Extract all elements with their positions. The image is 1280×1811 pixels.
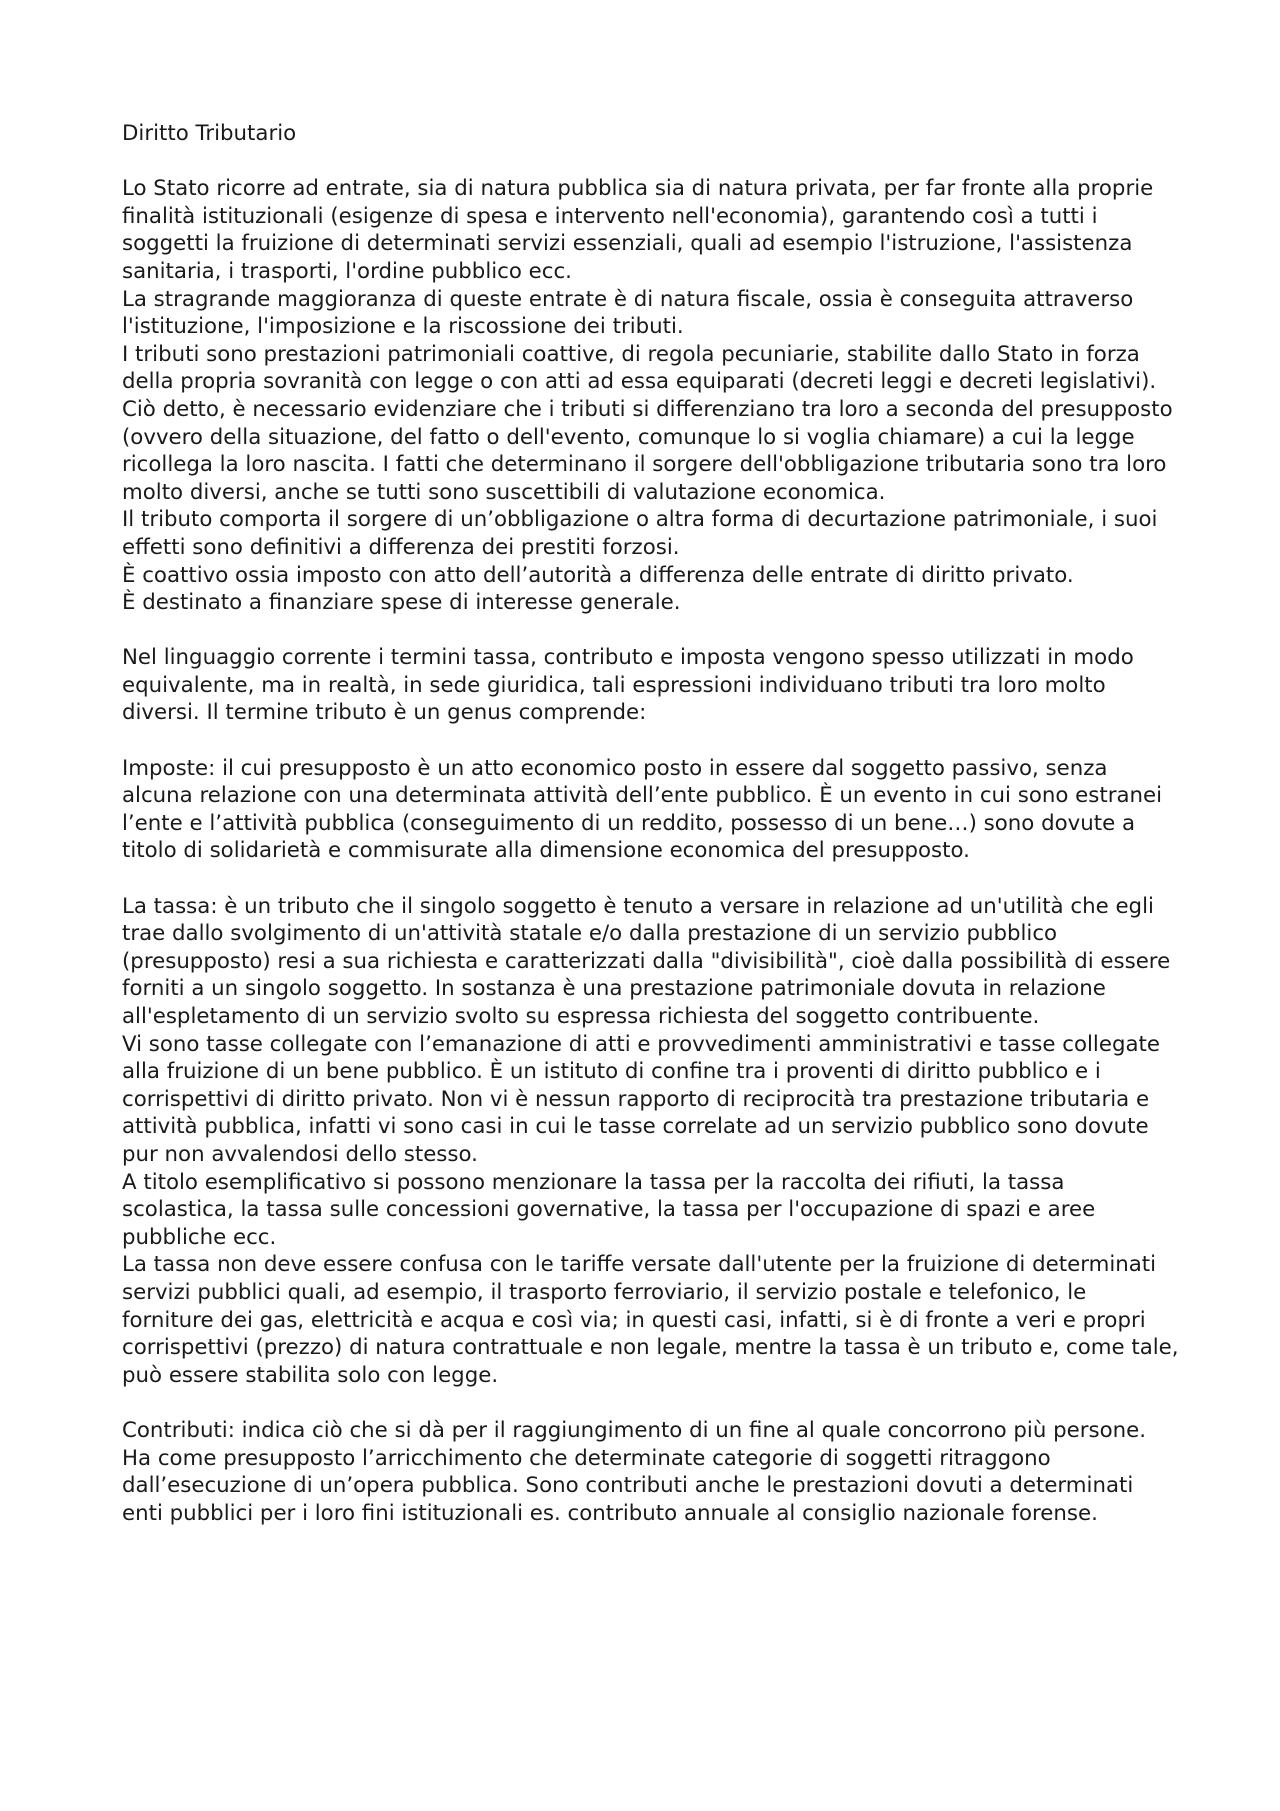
imposte-paragraph: Imposte: il cui presupposto è un atto economico posto in essere dal soggetto passivo, senza alcuna relazione con una determinata attività dell’ente pubblico. È un evento in cui sono estranei l’ente e l’attività pubblica (conseguimento di un reddito, possesso di un bene…) sono dovute a titolo di solidarietà e commisurate alla dimensione economica del presupposto.	[122, 755, 1163, 864]
tassa-paragraph-1: La tassa: è un tributo che il singolo soggetto è tenuto a versare in relazione ad un'utilità che egli trae dallo svolgimento di un'attività statale e/o dalla prestazione di un servizio pubblico (presupposto) resi a sua richiesta e caratterizzati dalla "divisibilità", cioè dalla possibilità di essere forniti a un singolo soggetto. In sostanza è una prestazione patrimoniale dovuta in relazione all'espletamento di un servizio svolto su espressa richiesta del soggetto contribuente.	[122, 893, 1171, 1029]
contributi-paragraph: Contributi: indica ciò che si dà per il raggiungimento di un fine al quale concorrono più persone. Ha come presupposto l’arricchimento che determinate categorie di soggetti ritraggono dall’esecuzione di un’opera pubblica. Sono contributi anche le prestazioni dovuti a determinati enti pubblici per i loro fini istituzionali es. contributo annuale al consiglio nazionale forense.	[122, 1417, 1146, 1526]
paragraph-gap	[122, 617, 1180, 645]
paragraph-gap	[122, 1389, 1180, 1417]
paragraph-gap	[122, 727, 1180, 755]
tassa-paragraph-4: La tassa non deve essere confusa con le tariffe versate dall'utente per la fruizione di determinati servizi pubblici quali, ad esempio, il trasporto ferroviario, il servizio postale e telefonico, le forniture dei gas, elettricità e acqua e così via; in questi casi, infatti, si è di fronte a veri e propri corrispettivi (prezzo) di natura contrattuale e non legale, mentre la tassa è un tributo e, come tale, può essere stabilita solo con legge.	[122, 1252, 1179, 1388]
tassa-paragraph-3: A titolo esemplificativo si possono menzionare la tassa per la raccolta dei rifiuti, la tassa scolastica, la tassa sulle concessioni governative, la tassa per l'occupazione di spazi e aree pubbliche ecc.	[122, 1169, 1096, 1250]
genus-paragraph: Nel linguaggio corrente i termini tassa, contributo e imposta vengono spesso utilizzati in modo equivalente, ma in realtà, in sede giuridica, tali espressioni individuano tributi tra loro molto diversi. Il termine tributo è un genus comprende:	[122, 645, 1134, 726]
intro-paragraph-2: La stragrande maggioranza di queste entrate è di natura fiscale, ossia è conseguita attraverso l'istituzione, l'imposizione e la riscossione dei tributi.	[122, 286, 1134, 340]
document-title: Diritto Tributario	[122, 121, 297, 146]
intro-paragraph-5: È coattivo ossia imposto con atto dell’autorità a differenza delle entrate di diritto privato.	[122, 562, 1074, 588]
intro-paragraph-3: I tributi sono prestazioni patrimoniali coattive, di regola pecuniarie, stabilite dallo Stato in forza della propria sovranità con legge o con atti ad essa equiparati (decreti leggi e decreti legislativi). Ciò detto, è necessario evidenziare che i tributi si differenziano tra loro a seconda del presupposto (ovvero della situazione, del fatto o dell'evento, comunque lo si voglia chiamare) a cui la legge ricollega la loro nascita. I fatti che determinano il sorgere dell'obbligazione tributaria sono tra loro molto diversi, anche se tutti sono suscettibili di valutazione economica.	[122, 341, 1173, 505]
tassa-paragraph-2: Vi sono tasse collegate con l’emanazione di atti e provvedimenti amministrativi e tasse collegate alla fruizione di un bene pubblico. È un istituto di confine tra i proventi di diritto pubblico e i corrispettivi di diritto privato. Non vi è nessun rapporto di reciprocità tra prestazione tributaria e attività pubblica, infatti vi sono casi in cui le tasse correlate ad un servizio pubblico sono dovute pur non avvalendosi dello stesso.	[122, 1031, 1160, 1167]
document-page	[122, 120, 1180, 1527]
intro-paragraph-6: È destinato a finanziare spese di interesse generale.	[122, 590, 681, 616]
intro-paragraph-4: Il tributo comporta il sorgere di un’obbligazione o altra forma di decurtazione patrimoniale, i suoi effetti sono definitivi a differenza dei prestiti forzosi.	[122, 507, 1158, 560]
paragraph-gap	[122, 148, 1180, 176]
paragraph-gap	[122, 865, 1180, 893]
intro-paragraph-1: Lo Stato ricorre ad entrate, sia di natura pubblica sia di natura privata, per far fronte alla proprie finalità istituzionali (esigenze di spesa e intervento nell'economia), garantendo così a tutti i soggetti la fruizione di determinati servizi essenziali, quali ad esempio l'istruzione, l'assistenza sanitaria, i trasporti, l'ordine pubblico ecc.	[122, 176, 1154, 284]
